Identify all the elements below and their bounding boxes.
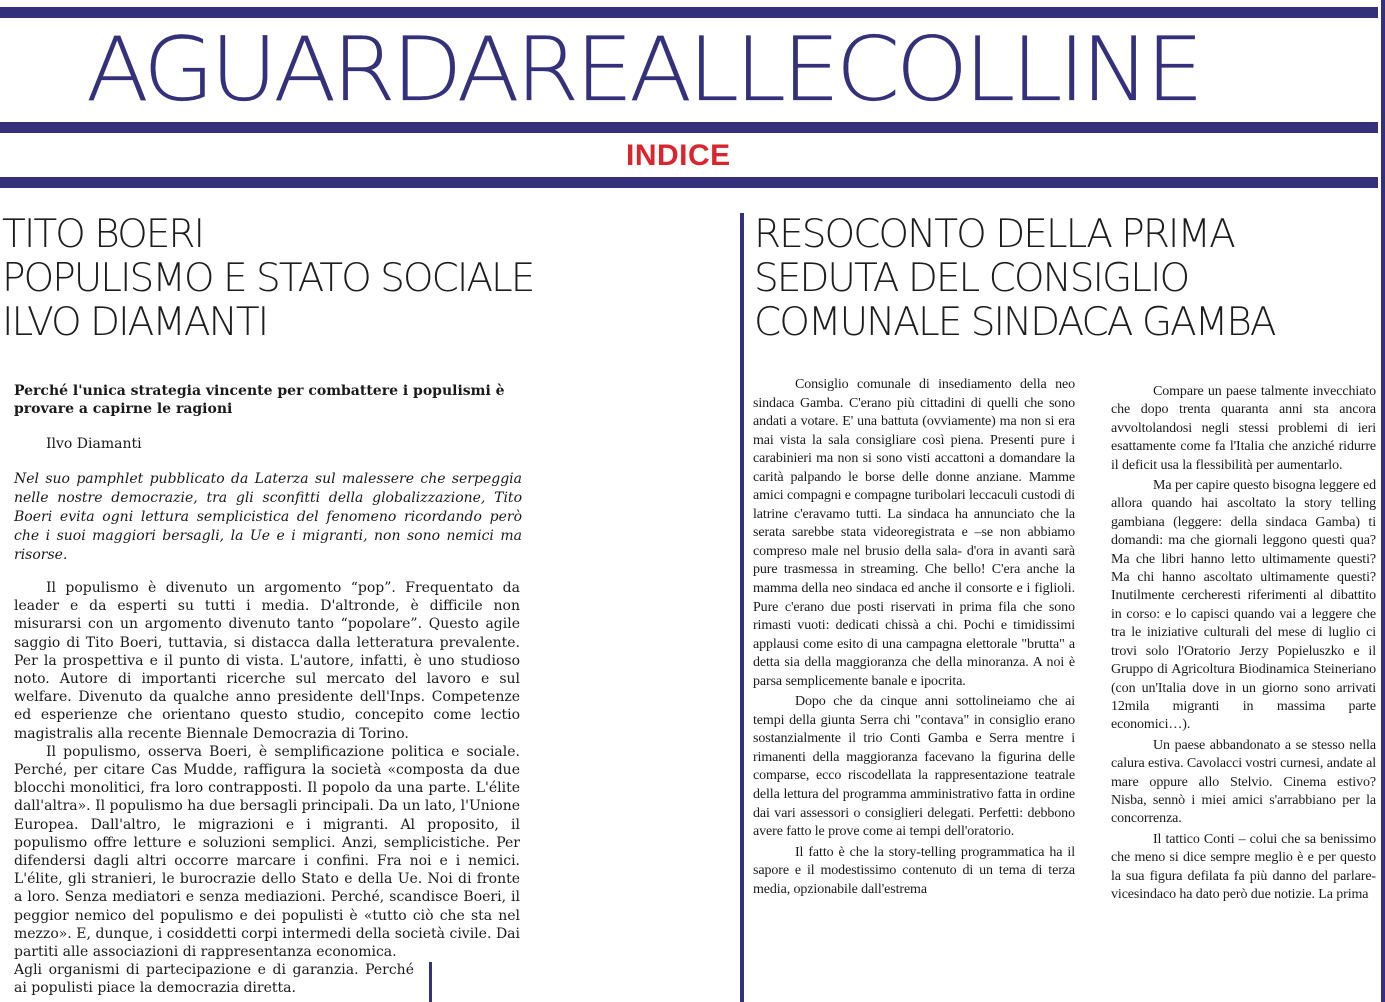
- right-article-col1: [753, 376, 1075, 901]
- body-paragraph: Ma per capire questo bisogna leggere ed allora quando hai ascoltato la story telling gambiana (leggere: della sindaca Gamba) ti domandi: ma che giornali leggono questi qua? Ma che libri hanno letto ultimamente questi? Ma chi hanno ascoltato ultimamente questi? Inutilmente cercheresti riferimenti al dibattito in corso: e lo capisci quando vai a leggere che tra le iniziative culturali del mese di luglio ci trovi solo l'Oratorio Jerzy Popieluszko e il Gruppo di Agricoltura Biodinamica Steineriano (con un'Italia dove in un giorno sono arrivati 12mila migranti in massima parte economici…).: [1111, 478, 1376, 733]
- left-headline: [2, 213, 533, 345]
- right-headline-line: SEDUTA DEL CONSIGLIO: [754, 256, 1189, 301]
- right-headline: [754, 213, 1275, 345]
- body-paragraph: Dopo che da cinque anni sottolineiamo che ai tempi della giunta Serra chi "contava" in consiglio erano sostanzialmente il trio Conti Gamba e Serra mentre i rimanenti della maggioranza facevano la figurina delle comparse, ecco riscodellata la rappresentazione teatrale della lettura del programma amministrativo fatta in ordine dai vari assessori o consiglieri delegati. Perfetti: debbono avere fatto le prove come ai tempi dell'oratorio.: [753, 694, 1075, 840]
- body-paragraph: Il fatto è che la story-telling programmatica ha il sapore e il modestissimo contenuto di un tema di terza media, opzionabile dall'estrema: [753, 844, 1075, 897]
- section-label: INDICE: [626, 139, 731, 172]
- left-headline-line: POPULISMO E STATO SOCIALE: [2, 256, 534, 301]
- article-intro: Nel suo pamphlet pubblicato da Laterza sul malessere che serpeggia nelle nostre democrazie, tra gli sconfitti della globalizzazione, Tito Boeri evita ogni lettura semplicistica del fenomeno ricordando però che i suoi maggiori bersagli, la Ue e i migranti, non sono nemici ma risorse.: [14, 471, 522, 563]
- left-headline-line: ILVO DIAMANTI: [2, 300, 268, 345]
- right-headline-line: COMUNALE SINDACA GAMBA: [754, 300, 1275, 345]
- body-paragraph: Il tattico Conti – colui che sa benissimo che meno si dice sempre meglio è e per questo la sua figura defilata fa più danno del parlare- vicesindaco ha dato però due notizie. La prima: [1111, 831, 1376, 902]
- masthead-bottom-rule: [0, 122, 1378, 133]
- article-deck: Perché l'unica strategia vincente per combattere i populismi è provare a capirne le ragioni: [14, 383, 505, 417]
- inline-divider: [429, 962, 432, 1002]
- right-edge-bar: [1381, 0, 1385, 1002]
- body-paragraph: Il populismo, osserva Boeri, è semplificazione politica e sociale. Perché, per citare Cas Mudde, raffigura la società «composta da due blocchi monolitici, fra loro contrapposti. Il popolo da una parte. L'élite dall'altra». Il populismo ha due bersagli principali. Da un lato, l'Unione Europea. Dall'altro, le migrazioni e i migranti. Al proposito, il populismo offre letture e soluzioni semplici. Anzi, semplicistiche. Per difendersi dagli altri occorre marcare i confini. Fra noi e i nemici. L'élite, gli stranieri, le burocrazie dello Stato e della Ue. Noi di fronte a loro. Senza mediatori e senza mediazioni. Perché, scandisce Boeri, il peggior nemico del populismo e dei populisti è «tutto ciò che sta nel mezzo». E, dunque, i cosiddetti corpi intermedi della società civile. Dai partiti alle associazioni di rappresentanza economica.: [14, 743, 520, 961]
- section-rule: [0, 177, 1378, 188]
- body-paragraph: Un paese abbandonato a se stesso nella calura estiva. Cavolacci vostri curnesi, andate al mare oppure allo Stelvio. Cinema estivo? Nisba, sennò i miei amici s'arrabbiano per la concorrenza.: [1111, 737, 1376, 827]
- body-paragraph: Il populismo è divenuto un argomento “pop”. Frequentato da leader e da esperti su tutti i media. D'altronde, è difficile non misurarsi con un argomento divenuto tanto “popolare”. Questo agile saggio di Tito Boeri, tuttavia, si distacca dalla letteratura prevalente. Per la prospettiva e il punto di vista. L'autore, infatti, è uno studioso noto. Autore di importanti ricerche sul mercato del lavoro e sul welfare. Divenuto da qualche anno presidente dell'Inps. Competenze ed esperienze che orientano questo studio, concepito come lectio magistralis alla recente Biennale Democrazia di Torino.: [14, 580, 520, 742]
- top-rule: [0, 7, 1378, 18]
- body-paragraph: Agli organismi di partecipazione e di garanzia. Perché ai populisti piace la democrazia diretta.: [14, 962, 414, 997]
- right-headline-line: RESOCONTO DELLA PRIMA: [754, 212, 1234, 257]
- right-article-col2: [1111, 383, 1376, 906]
- masthead-title: AGUARDAREALLECOLLINE: [86, 18, 1200, 121]
- left-article-body: [14, 579, 520, 998]
- right-article-divider: [740, 213, 744, 1002]
- body-paragraph: Compare un paese talmente invecchiato che dopo trenta quaranta anni sta ancora avvoltolandosi negli stessi problemi di ieri esattamente come fa l'Italia che anziché ridurre il deficit usa la flessibilità per aumentarlo.: [1111, 384, 1376, 473]
- article-byline: Ilvo Diamanti: [46, 436, 142, 452]
- body-paragraph: Consiglio comunale di insediamento della neo sindaca Gamba. C'erano più cittadini di quelli che sono andati a votare. E' una battuta (ovviamente) ma non si era mai vista la sala consigliare così piena. Presenti pure i carabinieri ma non si sono visti accattoni a domandare la carità palpando le borse delle donne anziane. Mamme amici compagni e compagne turibolari leccaculi custodi di latrine c'eravamo tutti. La sindaca ha annunciato che la serata sarebbe stata videoregistrata e –se non abbiamo compreso male nel brusio della sala- d'ora in avanti sarà pure trasmessa in streaming. Che bello! C'era anche la mamma della neo sindaca ed anche il consorte e i figlioli. Pure c'erano due posti riservati in prima fila che sono rimasti vuoti: dedicati chissà a chi. Pochi e timidissimi applausi come esito di una campagna elettorale "brutta" a detta sia della maggioranza che della minoranza. A noi è parsa semplicemente banale e ipocrita.: [753, 377, 1076, 689]
- left-headline-line: TITO BOERI: [2, 212, 204, 257]
